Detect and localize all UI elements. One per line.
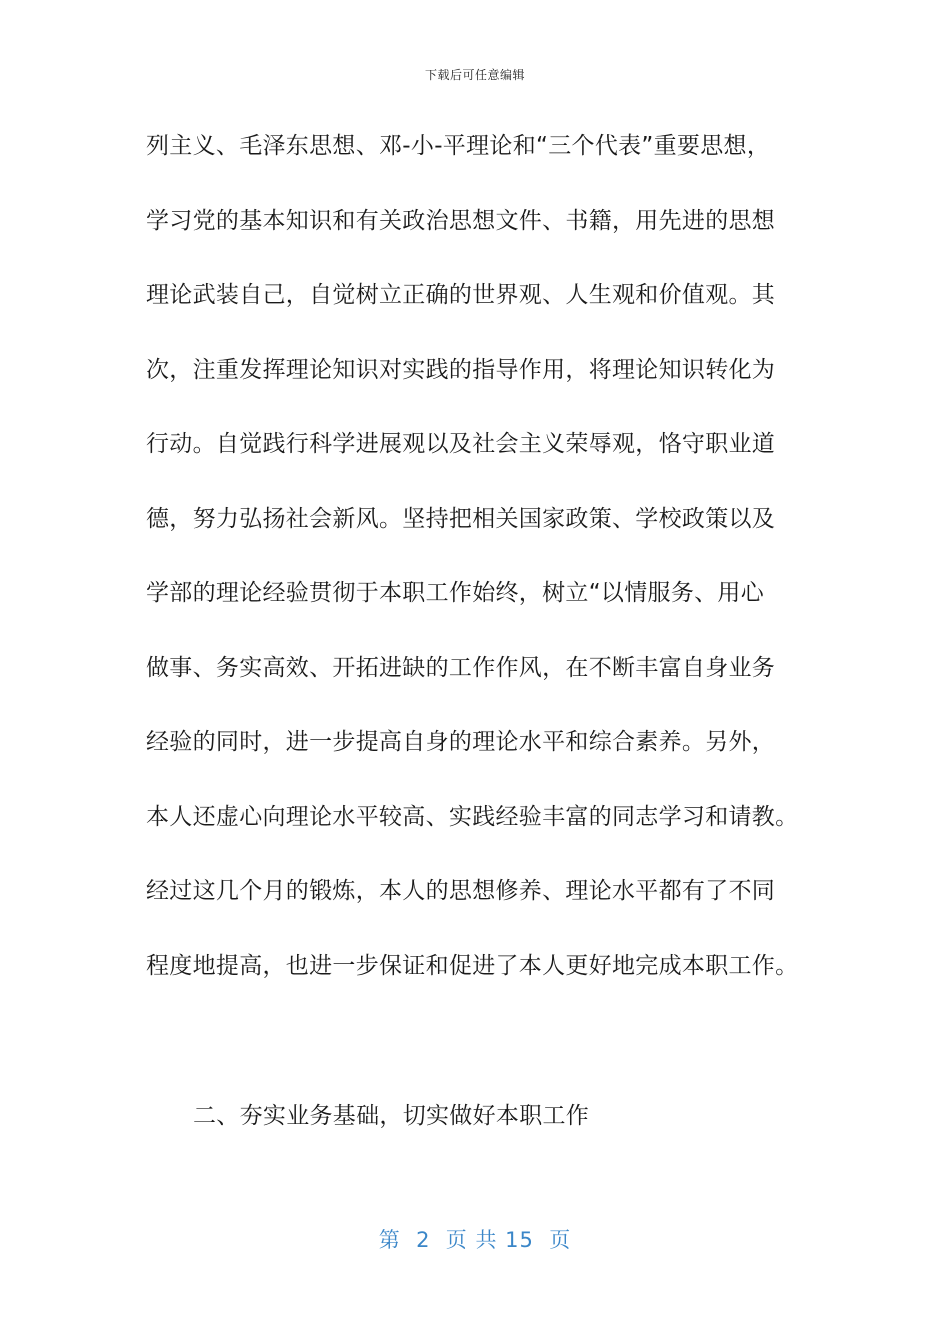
paragraph-line: 行动。自觉践行科学进展观以及社会主义荣辱观，恪守职业道 bbox=[146, 431, 776, 457]
paragraph-line: 列主义、毛泽东思想、邓-小-平理论和“三个代表”重要思想， bbox=[146, 133, 771, 159]
paragraph-line: 次，注重发挥理论知识对实践的指导作用，将理论知识转化为 bbox=[146, 356, 776, 383]
paragraph-line: 经验的同时，进一步提高自身的理论水平和综合素养。另外， bbox=[146, 729, 776, 755]
section-heading: 二、夯实业务基础，切实做好本职工作 bbox=[193, 1103, 590, 1129]
paragraph-line: 德，努力弘扬社会新风。坚持把相关国家政策、学校政策以及 bbox=[146, 505, 776, 532]
page-header: 下载后可任意编辑 bbox=[424, 68, 525, 82]
document-body bbox=[146, 126, 826, 1020]
paragraph-line: 学习党的基本知识和有关政治思想文件、书籍，用先进的思想 bbox=[146, 207, 776, 234]
paragraph-line: 经过这几个月的锻炼，本人的思想修养、理论水平都有了不同 bbox=[146, 878, 776, 904]
paragraph-line: 做事、务实高效、开拓进缺的工作作风，在不断丰富自身业务 bbox=[146, 654, 776, 681]
paragraph-line: 理论武装自己，自觉树立正确的世界观、人生观和价值观。其 bbox=[146, 282, 776, 308]
paragraph-line: 本人还虚心向理论水平较高、实践经验丰富的同志学习和请教。 bbox=[146, 803, 799, 830]
paragraph-line: 学部的理论经验贯彻于本职工作始终，树立“以情服务、用心 bbox=[146, 580, 765, 606]
page-number-footer: 第 2 页 共 15 页 bbox=[378, 1228, 572, 1252]
paragraph-line: 程度地提高，也进一步保证和促进了本人更好地完成本职工作。 bbox=[146, 952, 799, 979]
